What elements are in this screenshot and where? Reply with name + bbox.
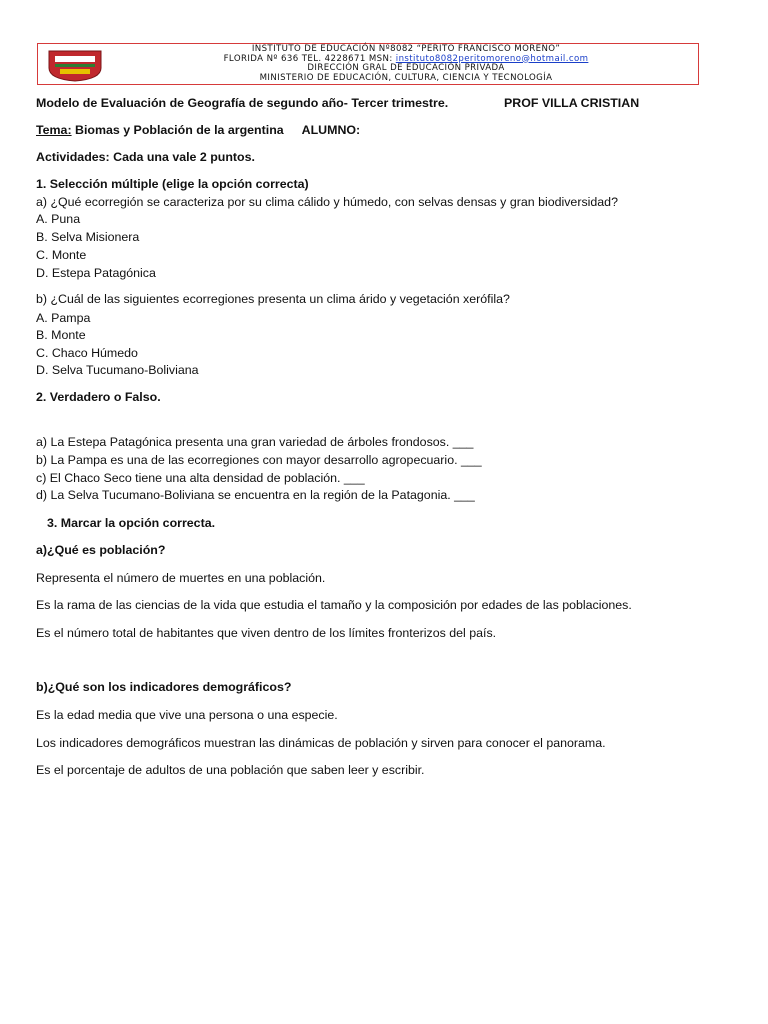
s1-question-a: a) ¿Qué ecorregión se caracteriza por su clima cálido y húmedo, con selvas densas y gran biodiversidad? <box>36 195 618 209</box>
header-text-block <box>118 45 694 83</box>
s2-item-a: a) La Estepa Patagónica presenta una gran variedad de árboles frondosos. ___ <box>36 435 474 449</box>
s3-question-b: b)¿Qué son los indicadores demográficos? <box>36 680 292 694</box>
document-title: Modelo de Evaluación de Geografía de segundo año- Tercer trimestre. <box>36 96 449 110</box>
s1-qa-option-d: D. Estepa Patagónica <box>36 266 156 280</box>
tema-row <box>36 123 360 137</box>
section-1-title: 1. Selección múltiple (elige la opción correcta) <box>36 177 309 191</box>
school-crest-logo <box>46 48 104 82</box>
s1-qb-option-d: D. Selva Tucumano-Boliviana <box>36 363 199 377</box>
institution-header <box>37 43 699 85</box>
s3-qa-option-3: Es el número total de habitantes que viven dentro de los límites fronterizos del país. <box>36 626 497 640</box>
s1-question-b: b) ¿Cuál de las siguientes ecorregiones presenta un clima árido y vegetación xerófila? <box>36 292 510 306</box>
section-3-title: 3. Marcar la opción correcta. <box>47 516 216 530</box>
tema-text: Biomas y Población de la argentina <box>71 123 284 137</box>
s3-qb-option-1: Es la edad media que vive una persona o una especie. <box>36 708 338 722</box>
activities-instructions: Actividades: Cada una vale 2 puntos. <box>36 150 255 164</box>
header-line-ministry: MINISTERIO DE EDUCACIÓN, CULTURA, CIENCIA Y TECNOLOGÍA <box>259 72 553 83</box>
alumno-label: ALUMNO: <box>301 123 361 137</box>
s2-item-b: b) La Pampa es una de las ecorregiones con mayor desarrollo agropecuario. ___ <box>36 453 482 467</box>
s1-qa-option-c: C. Monte <box>36 248 87 262</box>
tema-label: Tema: <box>36 123 72 137</box>
s3-qa-option-2: Es la rama de las ciencias de la vida que estudia el tamaño y la composición por edades de las poblaciones. <box>36 598 632 612</box>
teacher-name: PROF VILLA CRISTIAN <box>504 96 640 110</box>
s1-qa-option-b: B. Selva Misionera <box>36 230 140 244</box>
s2-item-d: d) La Selva Tucumano-Boliviana se encuentra en la región de la Patagonia. ___ <box>36 488 475 502</box>
header-line-address: FLORIDA Nº 636 TEL. 4228671 MSN: instituto8082peritomoreno@hotmail.com <box>223 53 589 64</box>
header-line-direction: DIRECCIÓN GRAL DE EDUCACIÓN PRIVADA <box>307 63 505 74</box>
header-line-institute: INSTITUTO DE EDUCACIÓN Nº8082 “PERITO FRANCISCO MORENO” <box>251 44 561 54</box>
s1-qb-option-a: A. Pampa <box>36 311 91 325</box>
s3-question-a: a)¿Qué es población? <box>36 543 166 557</box>
title-row <box>36 96 736 110</box>
s1-qa-option-a: A. Puna <box>36 212 81 226</box>
s3-qb-option-2: Los indicadores demográficos muestran las dinámicas de población y sirven para conocer el panorama. <box>36 736 606 750</box>
section-2-title: 2. Verdadero o Falso. <box>36 390 161 404</box>
s2-item-c: c) El Chaco Seco tiene una alta densidad de población. ___ <box>36 471 365 485</box>
s3-qa-option-1: Representa el número de muertes en una población. <box>36 571 326 585</box>
s1-qb-option-b: B. Monte <box>36 328 86 342</box>
header-email-link[interactable]: instituto8082peritomoreno@hotmail.com <box>395 53 589 64</box>
s3-qb-option-3: Es el porcentaje de adultos de una población que saben leer y escribir. <box>36 763 425 777</box>
s1-qb-option-c: C. Chaco Húmedo <box>36 346 138 360</box>
